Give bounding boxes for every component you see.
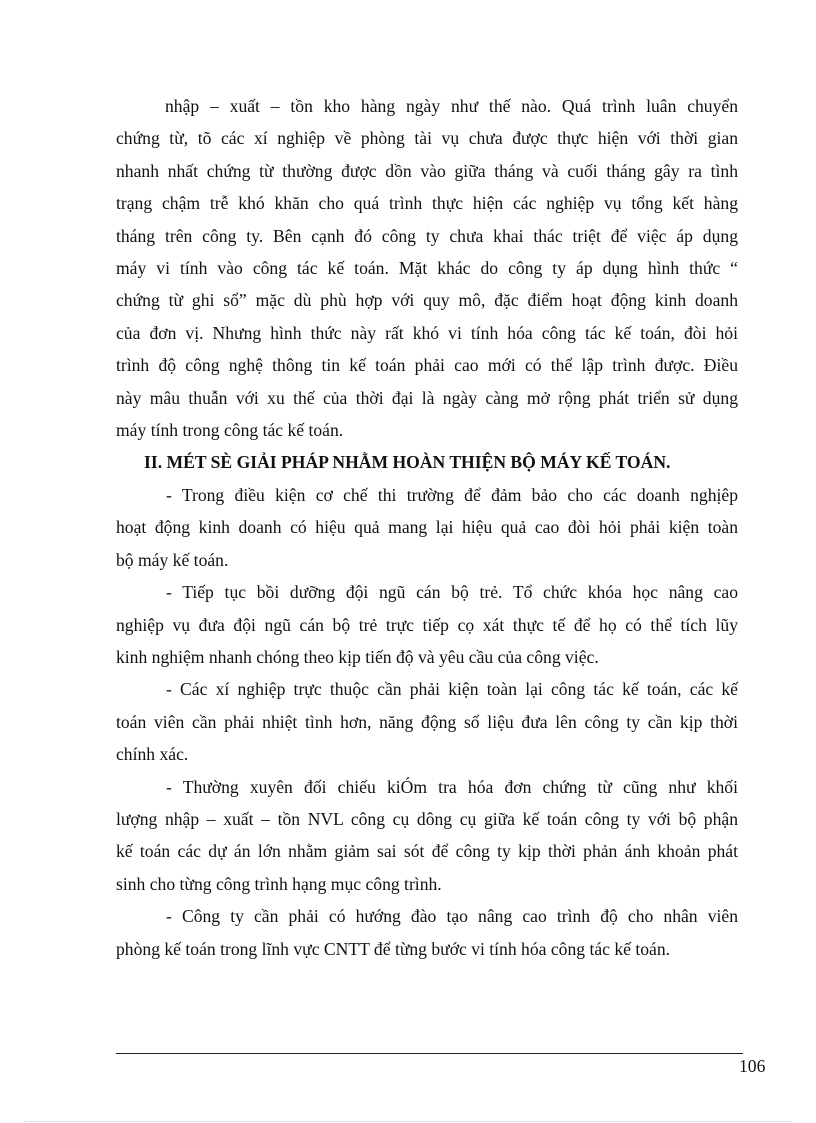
- text-line: hoạt động kinh doanh có hiệu quả mang lại hiệu quả cao đòi hỏi phải kiện toàn: [116, 517, 738, 538]
- text-line: chứng từ ghi sổ” mặc dù phù hợp với quy mô, đặc điểm hoạt động kinh doanh: [116, 290, 738, 311]
- text-line: trạng chậm trễ khó khăn cho quá trình thực hiện các nghiệp vụ tổng kết hàng: [116, 193, 738, 214]
- page-bottom-border: [24, 1121, 792, 1122]
- text-line: nhanh nhất chứng từ thường được dồn vào giữa tháng và cuối tháng gây ra tình: [116, 160, 738, 181]
- paragraph-intro: [116, 90, 738, 446]
- bullet-item: [116, 673, 738, 770]
- text-line: trình độ công nghệ thông tin kế toán phải cao mới có thể lập trình được. Điều: [116, 355, 738, 376]
- bullet-item: [116, 576, 738, 673]
- bullet-item: [116, 900, 738, 965]
- bullet-item: [116, 479, 738, 576]
- section-heading: II. MÉT SÈ GIẢI PHÁP NHẰM HOÀN THIỆN BỘ MÁY KẾ TOÁN.: [144, 452, 671, 473]
- text-line: máy vi tính vào công tác kế toán. Mặt khác do công ty áp dụng hình thức “: [116, 258, 738, 279]
- text-line: - Trong điều kiện cơ chế thi trường để đảm bảo cho các doanh nghịêp: [166, 484, 738, 505]
- text-line: phòng kế toán trong lĩnh vực CNTT để từng bước vi tính hóa công tác kế toán.: [116, 938, 671, 959]
- text-line: của đơn vị. Nhưng hình thức này rất khó vi tính hóa công tác kế toán, đòi hỏi: [116, 322, 738, 343]
- text-line: chính xác.: [116, 744, 189, 765]
- text-line: lượng nhập – xuất – tồn NVL công cụ dông cụ giữa kế toán công ty với bộ phận: [116, 808, 738, 829]
- text-line: - Các xí nghiệp trực thuộc cần phải kiện toàn lại công tác kế toán, các kế: [166, 679, 738, 700]
- text-line: - Công ty cần phải có hướng đào tạo nâng cao trình độ cho nhân viên: [166, 906, 738, 927]
- text-line: nhập – xuất – tồn kho hàng ngày như thế nào. Quá trình luân chuyển: [165, 96, 738, 116]
- text-line: - Thường xuyên đối chiếu kiÓm tra hóa đơn chứng từ cũng như khối: [166, 776, 738, 797]
- text-line: - Tiếp tục bồi dưỡng đội ngũ cán bộ trẻ. Tổ chức khóa học nâng cao: [166, 582, 738, 603]
- text-line: máy tính trong công tác kế toán.: [116, 420, 344, 441]
- text-line: này mâu thuẫn với xu thế của thời đại là ngày càng mở rộng phát triển sử dụng: [116, 387, 738, 408]
- footer-divider: [116, 1053, 743, 1054]
- bullet-item: [116, 771, 738, 901]
- text-line: kế toán các dự án lớn nhằm giảm sai sót để công ty kịp thời phản ánh khoản phát: [116, 841, 738, 862]
- text-line: toán viên cần phải nhiệt tình hơn, năng động số liệu đưa lên công ty cần kịp thời: [116, 711, 738, 732]
- text-line: bộ máy kế toán.: [116, 549, 229, 570]
- document-body: [116, 90, 738, 965]
- text-line: nghiệp vụ đưa đội ngũ cán bộ trẻ trực tiếp cọ xát thực tế để họ có thể tích lũy: [116, 614, 738, 635]
- page-number: 106: [739, 1056, 766, 1076]
- text-line: tháng trên công ty. Bên cạnh đó công ty chưa khai thác triệt để việc áp dụng: [116, 225, 738, 246]
- text-line: kinh nghiệm nhanh chóng theo kịp tiến độ và yêu cầu của công việc.: [116, 646, 599, 667]
- text-line: chứng từ, tõ các xí nghiệp về phòng tài vụ chưa được thực hiện với thời gian: [116, 128, 738, 149]
- text-line: sinh cho từng công trình hạng mục công trình.: [116, 873, 442, 894]
